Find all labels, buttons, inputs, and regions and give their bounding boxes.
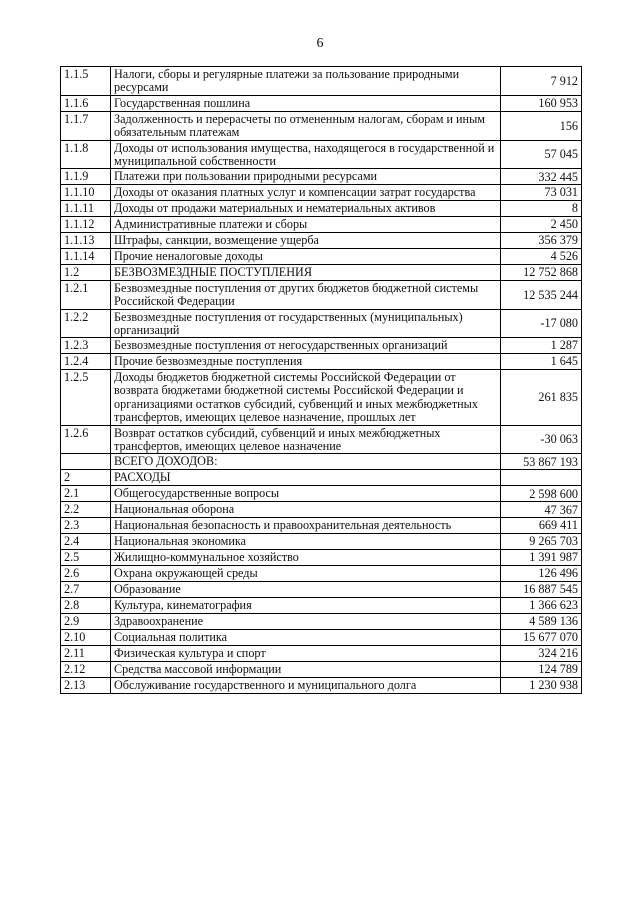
- row-value: 2 450: [501, 216, 582, 232]
- table-row-section: [61, 470, 582, 486]
- row-value: 156: [501, 111, 582, 140]
- table-row: [61, 353, 582, 369]
- row-name: Культура, кинематография: [111, 597, 501, 613]
- row-value: 324 216: [501, 645, 582, 661]
- table-row: [61, 309, 582, 338]
- table-row: [61, 613, 582, 629]
- row-name: Жилищно-коммунальное хозяйство: [111, 549, 501, 565]
- row-value: 1 230 938: [501, 677, 582, 693]
- row-value: 356 379: [501, 232, 582, 248]
- row-name: Обслуживание государственного и муниципального долга: [111, 677, 501, 693]
- row-name: Средства массовой информации: [111, 661, 501, 677]
- row-code: 2.13: [61, 677, 111, 693]
- row-name: Охрана окружающей среды: [111, 565, 501, 581]
- row-code: 2.7: [61, 581, 111, 597]
- table-row: [61, 549, 582, 565]
- table-row: [61, 67, 582, 96]
- row-name: Физическая культура и спорт: [111, 645, 501, 661]
- total-income-value: 53 867 193: [501, 454, 582, 470]
- table-row-total: [61, 454, 582, 470]
- row-name: Национальная оборона: [111, 502, 501, 518]
- row-name: Административные платежи и сборы: [111, 216, 501, 232]
- table-row: [61, 486, 582, 502]
- row-value: 4 526: [501, 248, 582, 264]
- row-name: БЕЗВОЗМЕЗДНЫЕ ПОСТУПЛЕНИЯ: [111, 264, 501, 280]
- row-value: 12 535 244: [501, 280, 582, 309]
- row-name: Доходы от продажи материальных и нематериальных активов: [111, 200, 501, 216]
- row-name: Доходы от использования имущества, находящегося в государственной и муниципальной собственности: [111, 140, 501, 169]
- row-code: 2.2: [61, 502, 111, 518]
- table-row: [61, 200, 582, 216]
- row-code: 1.2.5: [61, 369, 111, 425]
- row-code: 1.1.14: [61, 248, 111, 264]
- table-row: [61, 232, 582, 248]
- table-row: [61, 533, 582, 549]
- row-value: 126 496: [501, 565, 582, 581]
- row-code: 2.5: [61, 549, 111, 565]
- row-code: 2.8: [61, 597, 111, 613]
- row-value: 669 411: [501, 518, 582, 533]
- row-code: 1.2: [61, 264, 111, 280]
- row-code: 1.1.7: [61, 111, 111, 140]
- row-name: Государственная пошлина: [111, 95, 501, 111]
- row-value: [501, 470, 582, 486]
- row-value: 2 598 600: [501, 486, 582, 502]
- row-name: Доходы от оказания платных услуг и компенсации затрат государства: [111, 185, 501, 200]
- row-code: 2.10: [61, 629, 111, 645]
- row-value: 1 645: [501, 353, 582, 369]
- row-value: 9 265 703: [501, 533, 582, 549]
- table-row: [61, 581, 582, 597]
- row-code: 1.1.9: [61, 169, 111, 185]
- row-name: Образование: [111, 581, 501, 597]
- row-code: 1.2.3: [61, 338, 111, 353]
- row-value: 124 789: [501, 661, 582, 677]
- table-row: [61, 565, 582, 581]
- row-code: [61, 454, 111, 470]
- row-code: 1.2.2: [61, 309, 111, 338]
- table-row: [61, 597, 582, 613]
- expenses-section-label: РАСХОДЫ: [111, 470, 501, 486]
- table-row: [61, 629, 582, 645]
- row-code: 1.1.8: [61, 140, 111, 169]
- total-income-label: ВСЕГО ДОХОДОВ:: [111, 454, 501, 470]
- row-code: 1.1.10: [61, 185, 111, 200]
- row-name: Общегосударственные вопросы: [111, 486, 501, 502]
- row-name: Социальная политика: [111, 629, 501, 645]
- row-name: Налоги, сборы и регулярные платежи за пользование природными ресурсами: [111, 67, 501, 96]
- row-value: 8: [501, 200, 582, 216]
- row-code: 2.3: [61, 518, 111, 533]
- row-value: 47 367: [501, 502, 582, 518]
- row-value: 57 045: [501, 140, 582, 169]
- table-row: [61, 338, 582, 353]
- row-name: Безвозмездные поступления от негосударственных организаций: [111, 338, 501, 353]
- row-name: Безвозмездные поступления от государственных (муниципальных) организаций: [111, 309, 501, 338]
- row-value: 16 887 545: [501, 581, 582, 597]
- table-row: [61, 502, 582, 518]
- row-value: 7 912: [501, 67, 582, 96]
- row-name: Здравоохранение: [111, 613, 501, 629]
- row-value: -30 063: [501, 425, 582, 454]
- row-name: Национальная безопасность и правоохранительная деятельность: [111, 518, 501, 533]
- row-value: 1 366 623: [501, 597, 582, 613]
- row-value: 4 589 136: [501, 613, 582, 629]
- table-row: [61, 369, 582, 425]
- row-code: 1.1.5: [61, 67, 111, 96]
- row-code: 1.2.1: [61, 280, 111, 309]
- table-row: [61, 111, 582, 140]
- table-row: [61, 216, 582, 232]
- budget-table-body: [61, 67, 582, 694]
- row-value: 1 391 987: [501, 549, 582, 565]
- table-row: [61, 169, 582, 185]
- row-name: Доходы бюджетов бюджетной системы Российской Федерации от возврата бюджетами бюджетной системы Российской Федерации и организациями остатков субсидий, субвенций и иных межбюджетных трансфертов, имеющих целевое назначение, прошлых лет: [111, 369, 501, 425]
- table-row: [61, 677, 582, 693]
- row-code: 1.1.13: [61, 232, 111, 248]
- table-row: [61, 518, 582, 533]
- row-code: 2: [61, 470, 111, 486]
- row-value: 261 835: [501, 369, 582, 425]
- row-value: 73 031: [501, 185, 582, 200]
- table-row: [61, 264, 582, 280]
- row-code: 2.6: [61, 565, 111, 581]
- row-value: 15 677 070: [501, 629, 582, 645]
- page-number: 6: [316, 36, 324, 51]
- row-code: 1.1.6: [61, 95, 111, 111]
- row-value: 12 752 868: [501, 264, 582, 280]
- table-row: [61, 140, 582, 169]
- row-code: 1.1.12: [61, 216, 111, 232]
- row-name: Задолженность и перерасчеты по отмененным налогам, сборам и иным обязательным платежам: [111, 111, 501, 140]
- row-value: 160 953: [501, 95, 582, 111]
- table-row: [61, 185, 582, 200]
- table-row: [61, 661, 582, 677]
- row-name: Возврат остатков субсидий, субвенций и иных межбюджетных трансфертов, имеющих целевое назначение: [111, 425, 501, 454]
- row-name: Безвозмездные поступления от других бюджетов бюджетной системы Российской Федерации: [111, 280, 501, 309]
- row-value: 332 445: [501, 169, 582, 185]
- row-name: Платежи при пользовании природными ресурсами: [111, 169, 501, 185]
- row-code: 2.1: [61, 486, 111, 502]
- table-row: [61, 645, 582, 661]
- table-row: [61, 248, 582, 264]
- row-value: -17 080: [501, 309, 582, 338]
- budget-table: [60, 66, 582, 694]
- table-row: [61, 95, 582, 111]
- row-name: Национальная экономика: [111, 533, 501, 549]
- table-row: [61, 280, 582, 309]
- row-code: 2.9: [61, 613, 111, 629]
- row-name: Штрафы, санкции, возмещение ущерба: [111, 232, 501, 248]
- row-code: 1.2.4: [61, 353, 111, 369]
- row-code: 1.1.11: [61, 200, 111, 216]
- row-name: Прочие неналоговые доходы: [111, 248, 501, 264]
- row-name: Прочие безвозмездные поступления: [111, 353, 501, 369]
- row-code: 2.12: [61, 661, 111, 677]
- row-code: 2.11: [61, 645, 111, 661]
- row-code: 1.2.6: [61, 425, 111, 454]
- table-row: [61, 425, 582, 454]
- row-value: 1 287: [501, 338, 582, 353]
- row-code: 2.4: [61, 533, 111, 549]
